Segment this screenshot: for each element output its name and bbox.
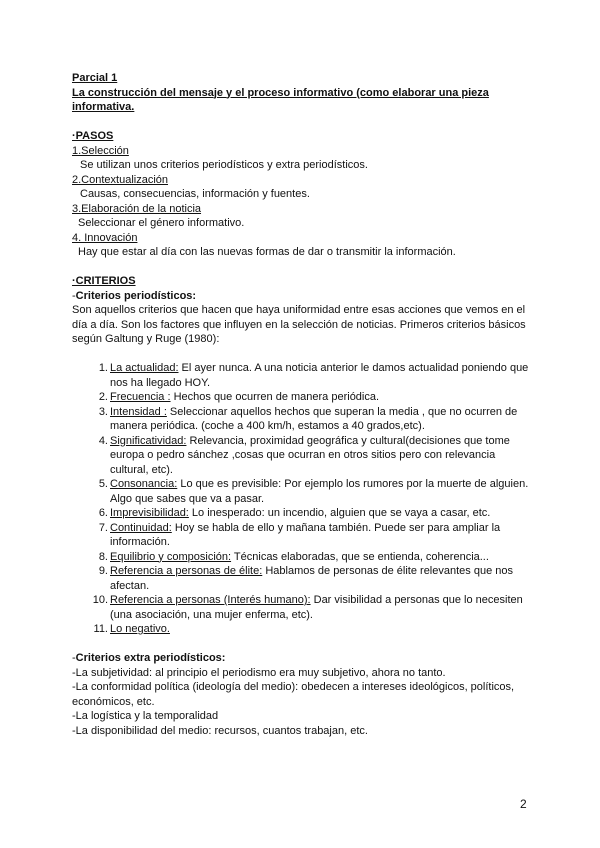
item-text: Técnicas elaboradas, que se entienda, coherencia... — [231, 550, 489, 563]
paso-title: 4. Innovación — [72, 231, 138, 244]
item-text: Hablamos de personas de élite relevantes que nos afectan. — [110, 565, 513, 592]
item-number: 1. — [98, 362, 108, 374]
item-text: Relevancia, proximidad geográfica y cultural(decisiones que tome europa o pedro sánchez ,cosas que ocurran en otros sitios pero con relevancia cultural, etc). — [110, 434, 510, 476]
item-text: Seleccionar aquellos hechos que superan la media , que no ocurren de manera periódica. (coche a 400 km/h, estamos a 40 grados,etc). — [110, 405, 518, 432]
extra-item: -La logística y la temporalidad — [72, 710, 219, 722]
criterio-item — [72, 405, 532, 434]
item-text: El ayer nunca. A una noticia anterior le damos actualidad poniendo que nos ha llegado HOY. — [110, 362, 529, 389]
item-text: Hoy se habla de ello y mañana también. Puede ser para ampliar la información. — [110, 521, 501, 548]
paso-desc: Se utilizan unos criterios periodísticos y extra periodísticos. — [80, 159, 368, 171]
item-number: 11. — [93, 623, 108, 635]
extra-item: -La conformidad política (ideología del medio): obedecen a intereses ideológicos, políticos, económicos, etc. — [72, 681, 515, 708]
criterio-item — [72, 593, 532, 622]
heading-text: Criterios extra periodísticos: — [75, 652, 226, 664]
item-term: Lo negativo. — [110, 623, 170, 635]
heading-prefix: - — [72, 652, 76, 664]
paso-title: 1.Selección — [72, 144, 129, 157]
criterio-item — [72, 390, 532, 405]
criterios-list — [72, 361, 532, 637]
item-term: Referencia a personas de élite: — [110, 565, 263, 577]
item-number: 10. — [92, 594, 108, 606]
item-number: 5. — [98, 478, 108, 490]
item-text: Lo inesperado: un incendio, alguien que se vaya a casar, etc. — [188, 507, 491, 519]
item-term: Imprevisibilidad: — [110, 507, 189, 519]
item-text: Hechos que ocurren de manera periódica. — [170, 391, 380, 403]
criterio-item — [72, 434, 532, 478]
pasos-list — [72, 144, 532, 260]
item-term: Equilibrio y composición: — [110, 550, 232, 563]
item-term: Frecuencia : — [110, 391, 171, 403]
page-number: 2 — [520, 797, 527, 811]
item-number: 6. — [98, 507, 108, 519]
paso-title: 3.Elaboración de la noticia — [72, 202, 202, 215]
item-number: 3. — [98, 405, 108, 418]
criterio-item — [72, 521, 532, 550]
paso-desc: Hay que estar al día con las nuevas formas de dar o transmitir la información. — [78, 246, 456, 258]
item-term: Referencia a personas (Interés humano): — [110, 594, 311, 606]
heading-prefix: - — [72, 289, 76, 302]
criterios-intro: Son aquellos criterios que hacen que haya uniformidad entre esas acciones que vemos en el día a día. Son los factores que influyen en la selección de noticias. Primeros criterios básicos según Galtung y Ruge (1980): — [72, 304, 526, 345]
criterio-item — [72, 550, 532, 565]
item-term: Significatividad: — [110, 434, 187, 447]
paso-desc: Seleccionar el género informativo. — [78, 217, 245, 229]
paso-title: 2.Contextualización — [72, 173, 169, 186]
criterio-item — [72, 477, 532, 506]
item-number: 2. — [98, 391, 108, 403]
extra-list — [72, 666, 532, 739]
criterios-periodisticos-heading — [72, 289, 532, 304]
item-term: Continuidad: — [110, 521, 172, 534]
criterio-item — [72, 564, 532, 593]
item-term: La actualidad: — [110, 362, 179, 374]
item-text: Lo que es previsible: Por ejemplo los rumores por la muerte de alguien. Algo que sabes que va a pasar. — [110, 478, 529, 505]
pasos-heading: ·PASOS — [72, 130, 114, 142]
criterio-item — [72, 361, 532, 390]
item-number: 7. — [98, 521, 108, 534]
extra-item: -La disponibilidad del medio: recursos, cuantos trabajan, etc. — [72, 724, 368, 737]
heading-text: Criterios periodísticos: — [75, 289, 197, 302]
paso-desc: Causas, consecuencias, información y fuentes. — [80, 188, 310, 200]
page-subtitle: La construcción del mensaje y el proceso informativo (como elaborar una pieza informativa. — [72, 86, 489, 113]
item-number: 4. — [98, 434, 108, 447]
item-text: Dar visibilidad a personas que lo necesiten (una asociación, una mujer enferma, etc). — [110, 594, 523, 621]
criterio-item — [72, 506, 532, 521]
item-number: 8. — [98, 550, 108, 563]
criterio-item — [72, 622, 532, 637]
item-term: Intensidad : — [110, 405, 167, 418]
page-title: Parcial 1 — [72, 72, 118, 84]
criterios-extra-heading — [72, 651, 532, 666]
criterios-heading: ·CRITERIOS — [72, 275, 136, 287]
document-body — [72, 71, 532, 738]
item-term: Consonancia: — [110, 478, 178, 490]
item-number: 9. — [98, 565, 108, 577]
extra-item: -La subjetividad: al principio el periodismo era muy subjetivo, ahora no tanto. — [72, 666, 446, 679]
